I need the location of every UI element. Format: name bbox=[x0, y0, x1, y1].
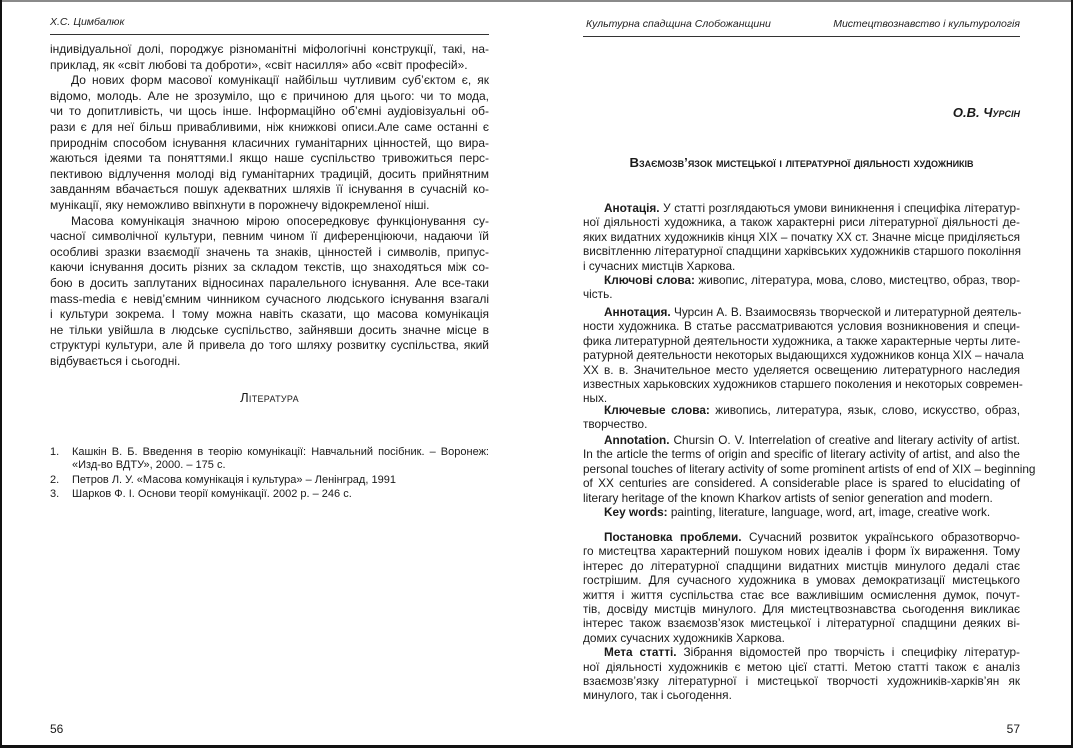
paragraph-text: У статті розглядаються умови виникнення і специфіка літератур- bbox=[659, 201, 1020, 215]
reference-number: 3. bbox=[50, 488, 60, 500]
page-number: 56 bbox=[50, 722, 64, 736]
text-line: ности художника. В статье рассматриваются условия возникновения и специ- bbox=[583, 319, 1020, 334]
paragraph-text: painting, literature, language, word, art, image, creative work. bbox=[667, 504, 991, 519]
paragraph-lead: Мета статті. bbox=[604, 645, 677, 660]
text-block bbox=[583, 305, 1024, 406]
text-line: чи то допитливість, чи щось інше. Інформаційно об’ємні аудіовізуальні об- bbox=[50, 104, 489, 119]
text-line: Масова комунікація значною мірою опосередковує функціонування су- bbox=[71, 213, 489, 228]
text-line: минулого, так і сьогодення. bbox=[583, 688, 732, 703]
paragraph-lead: Постановка проблеми. bbox=[604, 530, 742, 544]
text-line bbox=[583, 403, 1020, 417]
text-line: завданням вбачається пошук адекватних шляхів її існування в сучасній ко- bbox=[50, 182, 489, 197]
text-line: пективою відлучення молоді від гуманітарних традицій, досить прийнятним bbox=[50, 166, 489, 181]
text-line: життя і життя суспільства стає все важливішим осмислення думок, почут- bbox=[583, 587, 1020, 602]
reference-number: 1. bbox=[50, 446, 60, 458]
running-header-author: Х.С. Цимбалюк bbox=[50, 16, 125, 28]
text-line: творчество. bbox=[583, 417, 648, 432]
running-header-journal: Культурна спадщина Слобожанщини bbox=[586, 18, 771, 30]
text-line: фика литературной деятельности художника, а также характерные черты лите- bbox=[583, 333, 1021, 348]
text-line: «Изд-во ВДТУ», 2000. – 175 с. bbox=[72, 459, 226, 471]
paragraph-lead: Ключові слова: bbox=[604, 272, 695, 287]
text-line: of XX centuries are considered. A considerable place is spared to elucidating of bbox=[583, 476, 1020, 491]
text-line: яких видатних художників кінця XIX – початку XX ст. Значне місце приділяється bbox=[583, 229, 1020, 244]
paragraph bbox=[583, 273, 1020, 302]
text-line: приклад, як «світ любові та доброти», «світ насилля» або «світ професій». bbox=[50, 57, 468, 72]
paragraph bbox=[583, 305, 1024, 406]
paragraph-lead: Анотація. bbox=[604, 201, 660, 215]
paragraph-lead: Annotation. bbox=[604, 433, 670, 447]
text-line bbox=[583, 530, 1020, 544]
text-line: ної діяльності художників є метою цієї статті. Метою статті також є аналіз bbox=[583, 659, 1020, 674]
text-line: Шарков Ф. І. Основи теорії комунікації. 2002 р. – 246 с. bbox=[72, 488, 352, 500]
text-block bbox=[583, 433, 1036, 519]
text-line: і культури зокрема. І тому можна навіть сказати, що масова комунікація bbox=[50, 307, 489, 322]
text-line: каючи існування досить різних за складом текстів, що знаходяться між со- bbox=[50, 260, 489, 275]
text-line: literary heritage of the known Kharkov artists of senior generation and modern. bbox=[583, 490, 993, 505]
text-block bbox=[583, 530, 1020, 703]
text-line: рази є для неї більш привабливими, ніж книжкові описи.Але саме останні є bbox=[50, 119, 489, 134]
paragraph bbox=[583, 433, 1036, 505]
text-line: personal touches of literary activity of some prominent artists of end of XIX – beginning bbox=[583, 461, 1036, 476]
paragraph bbox=[583, 530, 1020, 645]
text-line: In the article the terms of origin and specific of literary activity of artist, and also the bbox=[583, 447, 1020, 462]
text-line: гострішим. Для сучасного художника в умовах демократизації мистецького bbox=[583, 573, 1020, 588]
text-line: структурі культури, але й привела до того шляху розвитку суспільства, який bbox=[50, 338, 489, 353]
paragraph-text: живопись, литература, язык, слово, искусство, образ, bbox=[709, 403, 1020, 417]
paragraph bbox=[583, 505, 1020, 519]
text-line: известных харьковских художников старшего поколения и некоторых современ- bbox=[583, 376, 1023, 391]
header-rule bbox=[583, 36, 1020, 37]
paragraph bbox=[583, 645, 1020, 703]
text-line bbox=[583, 433, 1020, 447]
paragraph-text: Зібрання відомостей про творчість і специфіку літератур- bbox=[676, 645, 1020, 660]
text-line: особливі зразки взаємодії значень та знаків, цінностей і символів, припус- bbox=[50, 244, 489, 259]
text-line bbox=[583, 305, 1020, 319]
text-line: Петров Л. У. «Масова комунікація і культура» – Ленінград, 1991 bbox=[72, 474, 396, 486]
text-line bbox=[583, 201, 1020, 215]
text-block bbox=[583, 201, 1020, 302]
text-line: До нових форм масової комунікації найбільш чутливим суб’єктом є, як bbox=[71, 73, 489, 88]
text-line: взаємозв’язку літературної і мистецької творчості художників-харків’ян як bbox=[583, 673, 1020, 688]
paragraph-lead: Аннотация. bbox=[604, 305, 671, 319]
text-line: відбувається і сьогодні. bbox=[50, 353, 181, 368]
text-line: домих сучасних художників Харкова. bbox=[583, 630, 785, 645]
text-line: часної символічної культури, певним чином її диференціюючи, надаючи їй bbox=[50, 229, 489, 244]
text-line: мунікації, яку неможливо ввіпхнути в порожнечу відокремленої ніші. bbox=[50, 197, 430, 212]
text-line: не тільки увійшла в людське суспільство, зайнявши досить значне місце в bbox=[50, 322, 489, 337]
literature-heading: Література bbox=[240, 390, 299, 405]
text-line: тів, досвіду мистців минулого. Для мистецтвознавства сьогодення викликає bbox=[583, 601, 1020, 616]
text-line: чість. bbox=[583, 287, 613, 302]
text-line: відомо, молодь. Але не зрозуміло, що є причиною для цього: чи то мода, bbox=[50, 88, 489, 103]
text-line: жаються ідеями та поняттями.І якщо наше суспільство тривожиться перс- bbox=[50, 151, 489, 166]
article-author: О.В. Чурсін bbox=[952, 105, 1020, 120]
text-line: висвітленню літературної спадщини харківських художників старшого покоління bbox=[583, 244, 1021, 259]
running-header-section: Мистецтвознавство і культурологія bbox=[833, 18, 1020, 30]
text-line: ної діяльності художника, а також характерні риси літературної діяльності де- bbox=[583, 215, 1020, 230]
paragraph-lead: Ключевые слова: bbox=[604, 403, 710, 417]
paragraph-lead: Key words: bbox=[604, 504, 668, 519]
text-line bbox=[583, 645, 1020, 659]
text-line: го мистецтва характерний пошуком нових ідеалів і форм їх вираження. Тому bbox=[583, 544, 1020, 559]
text-line bbox=[583, 273, 1020, 287]
paragraph-text: Chursin O. V. Interrelation of creative and literary activity of artist. bbox=[669, 433, 1020, 447]
text-line: природнім способом існування класичних гуманітарних цінностей, що вира- bbox=[50, 135, 489, 150]
paragraph bbox=[583, 403, 1020, 432]
text-line: інтерес також взаємозв’язок мистецької і літературної спадщини деяких ві- bbox=[583, 616, 1020, 631]
text-line: Кашкін В. Б. Введення в теорію комунікації: Навчальний посібник. – Воронеж: bbox=[72, 446, 489, 458]
text-line: бою в досить заплутаних відносинах паралельного існування. Але все-таки bbox=[50, 275, 489, 290]
article-title: Взаємозв’язок мистецької і літературної діяльності художників bbox=[629, 155, 974, 170]
text-line: XX в. в. Значительное место уделяется освещению литературного наследия bbox=[583, 362, 1020, 377]
text-line: інтерес до літературної спадщини видатних мистців минулого дедалі стає bbox=[583, 558, 1020, 573]
paragraph bbox=[583, 201, 1020, 273]
paragraph-text: Чурсин А. В. Взаимосвязь творческой и литературной деятель- bbox=[670, 305, 1022, 319]
text-line: ратурной деятельности некоторых выдающихся художников конца XIX – начала bbox=[583, 348, 1024, 363]
text-line: індивідуальної долі, породжує різноманітні міфологічні конструкції, такі, на- bbox=[50, 42, 489, 56]
page-number: 57 bbox=[1006, 722, 1020, 736]
reference-number: 2. bbox=[50, 474, 60, 486]
paragraph-text: Сучасний розвиток українського образотворчо- bbox=[741, 530, 1020, 544]
text-line: ных. bbox=[583, 391, 608, 406]
text-line: і сучасних мистців Харкова. bbox=[583, 258, 736, 273]
text-line bbox=[583, 505, 1020, 519]
text-block bbox=[583, 403, 1020, 432]
paragraph-text: живопис, література, мова, слово, мистецтво, образ, твор- bbox=[694, 272, 1020, 287]
text-line: mass-media є невід’ємним чинником сучасного людського існування взагалі bbox=[50, 291, 489, 306]
